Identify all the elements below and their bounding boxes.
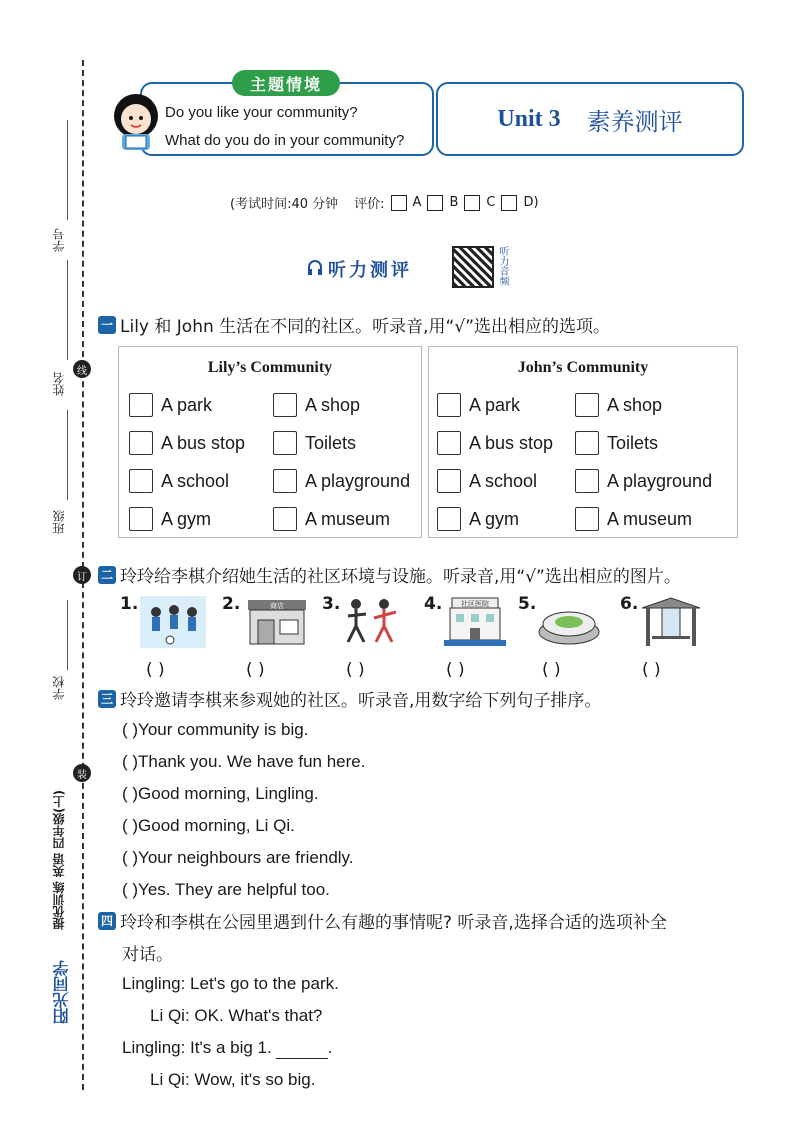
sentence-item[interactable]: ( )Your neighbours are friendly. xyxy=(122,848,354,867)
answer-paren[interactable]: ( ) xyxy=(346,660,365,680)
checkbox[interactable] xyxy=(575,469,599,493)
table-title: Lily’s Community xyxy=(207,359,333,376)
girl-mascot-icon xyxy=(104,86,166,152)
picture-number: 3. xyxy=(322,594,341,614)
section1-instruction: Lily 和 John 生活在不同的社区。听录音,用“√”选出相应的选项。 xyxy=(120,317,611,337)
grade-box-d[interactable] xyxy=(501,195,517,211)
grade-b: B xyxy=(449,195,459,210)
checkbox[interactable] xyxy=(129,393,153,417)
grade-d: D) xyxy=(523,195,539,210)
option: A playground xyxy=(575,469,712,493)
checkbox[interactable] xyxy=(437,507,461,531)
section2-instruction: 玲玲给李棋介绍她生活的社区环境与设施。听录音,用“√”选出相应的图片。 xyxy=(120,567,681,587)
checkbox[interactable] xyxy=(437,393,461,417)
lily-community-table xyxy=(118,346,422,538)
exam-info xyxy=(230,193,539,212)
option: A school xyxy=(437,469,537,493)
sentence-item[interactable]: ( )Yes. They are helpful too. xyxy=(122,880,330,899)
option: A bus stop xyxy=(437,431,553,455)
answer-paren[interactable]: ( ) xyxy=(246,660,265,680)
margin-label-name: 姓名 xyxy=(52,372,66,396)
series-label: 提优训练 英语 四年级(上) xyxy=(52,790,66,930)
checkbox[interactable] xyxy=(129,507,153,531)
seal-char-2: 订 xyxy=(73,566,91,584)
option: Toilets xyxy=(273,431,356,455)
section2-number: 二 xyxy=(98,566,116,584)
margin-label-school: 学校 xyxy=(52,676,66,700)
theme-question-2: What do you do in your community? xyxy=(165,132,405,149)
theme-label: 主题情境 xyxy=(232,70,340,96)
option: A gym xyxy=(129,507,211,531)
checkbox[interactable] xyxy=(575,507,599,531)
option: A park xyxy=(437,393,520,417)
children-playing-football-icon xyxy=(140,596,206,648)
blank-1-input[interactable] xyxy=(276,1038,328,1059)
sentence-item[interactable]: ( )Good morning, Lingling. xyxy=(122,784,319,803)
checkbox[interactable] xyxy=(273,393,297,417)
unit-title: Unit 3 xyxy=(497,105,561,132)
option: A shop xyxy=(273,393,360,417)
sentence-item[interactable]: ( )Thank you. We have fun here. xyxy=(122,752,366,771)
section4-instruction: 玲玲和李棋在公园里遇到什么有趣的事情呢? 听录音,选择合适的选项补全 xyxy=(120,913,667,933)
john-community-table xyxy=(428,346,738,538)
section2-heading xyxy=(98,562,681,587)
dialogue-period: . xyxy=(327,1038,333,1057)
shop-icon xyxy=(244,596,310,648)
qr-code-icon[interactable] xyxy=(452,246,494,288)
checkbox[interactable] xyxy=(437,431,461,455)
answer-paren[interactable]: ( ) xyxy=(146,660,165,680)
answer-paren[interactable]: ( ) xyxy=(542,660,561,680)
seal-char-1: 线 xyxy=(73,360,91,378)
sentence-item[interactable]: ( )Good morning, Li Qi. xyxy=(122,816,295,835)
picture-number: 6. xyxy=(620,594,639,614)
checkbox[interactable] xyxy=(437,469,461,493)
name-line xyxy=(67,260,68,360)
picture-number: 4. xyxy=(424,594,443,614)
checkbox[interactable] xyxy=(129,469,153,493)
unit-title-box xyxy=(436,82,744,156)
option: A bus stop xyxy=(129,431,245,455)
answer-paren[interactable]: ( ) xyxy=(642,660,661,680)
hospital-sign: 社区医院 xyxy=(461,600,489,608)
option: A playground xyxy=(273,469,410,493)
school-line xyxy=(67,600,68,670)
grade-box-b[interactable] xyxy=(427,195,443,211)
checkbox[interactable] xyxy=(575,393,599,417)
option: A school xyxy=(129,469,229,493)
section1-heading xyxy=(98,312,610,337)
dialogue-line: Lingling: Let's go to the park. xyxy=(122,974,339,993)
theme-question-1: Do you like your community? xyxy=(165,104,358,121)
bus-stop-shelter-icon xyxy=(638,596,704,648)
dialogue-text: Lingling: It's a big 1. xyxy=(122,1038,272,1057)
exam-time: (考试时间:40 分钟 xyxy=(230,197,339,212)
grade-label: 评价: xyxy=(354,197,385,212)
section3-instruction: 玲玲邀请李棋来参观她的社区。听录音,用数字给下列句子排序。 xyxy=(120,691,602,711)
grade-box-a[interactable] xyxy=(391,195,407,211)
brand-logo: 阳光同学 xyxy=(52,960,71,1024)
picture-number: 5. xyxy=(518,594,537,614)
listening-title: 听力测评 xyxy=(328,260,412,281)
shop-sign: 商店 xyxy=(270,602,284,610)
qr-caption: 听力音频 xyxy=(497,246,508,286)
section4-heading xyxy=(98,908,667,933)
picture-number: 1. xyxy=(120,594,139,614)
people-exercising-icon xyxy=(340,596,406,648)
checkbox[interactable] xyxy=(273,431,297,455)
margin-label-student-id: 学号 xyxy=(52,228,66,252)
option: A museum xyxy=(273,507,390,531)
checkbox[interactable] xyxy=(273,469,297,493)
option: Toilets xyxy=(575,431,658,455)
section1-number: 一 xyxy=(98,316,116,334)
stadium-icon xyxy=(536,596,602,648)
section4-instruction-cont: 对话。 xyxy=(122,945,173,965)
section3-heading xyxy=(98,686,601,711)
dialogue-line: Li Qi: Wow, it's so big. xyxy=(150,1070,316,1089)
picture-number: 2. xyxy=(222,594,241,614)
seal-char-3: 装 xyxy=(73,764,91,782)
checkbox[interactable] xyxy=(575,431,599,455)
unit-subtitle: 素养测评 xyxy=(586,107,683,136)
sentence-item[interactable]: ( )Your community is big. xyxy=(122,720,309,739)
checkbox[interactable] xyxy=(273,507,297,531)
dialogue-line-with-blank xyxy=(122,1038,332,1059)
headphones-icon xyxy=(306,258,324,276)
grade-c: C xyxy=(486,195,496,210)
checkbox[interactable] xyxy=(129,431,153,455)
option: A shop xyxy=(575,393,662,417)
option: A gym xyxy=(437,507,519,531)
student-id-line xyxy=(67,120,68,220)
grade-box-c[interactable] xyxy=(464,195,480,211)
section4-number: 四 xyxy=(98,912,116,930)
class-line xyxy=(67,410,68,500)
grade-a: A xyxy=(412,195,422,210)
answer-paren[interactable]: ( ) xyxy=(446,660,465,680)
margin-label-class: 班级 xyxy=(52,510,66,534)
table-title: John’s Community xyxy=(517,359,649,376)
section3-number: 三 xyxy=(98,690,116,708)
dialogue-line: Li Qi: OK. What's that? xyxy=(150,1006,323,1025)
hospital-icon xyxy=(442,596,508,648)
option: A park xyxy=(129,393,212,417)
option: A museum xyxy=(575,507,692,531)
